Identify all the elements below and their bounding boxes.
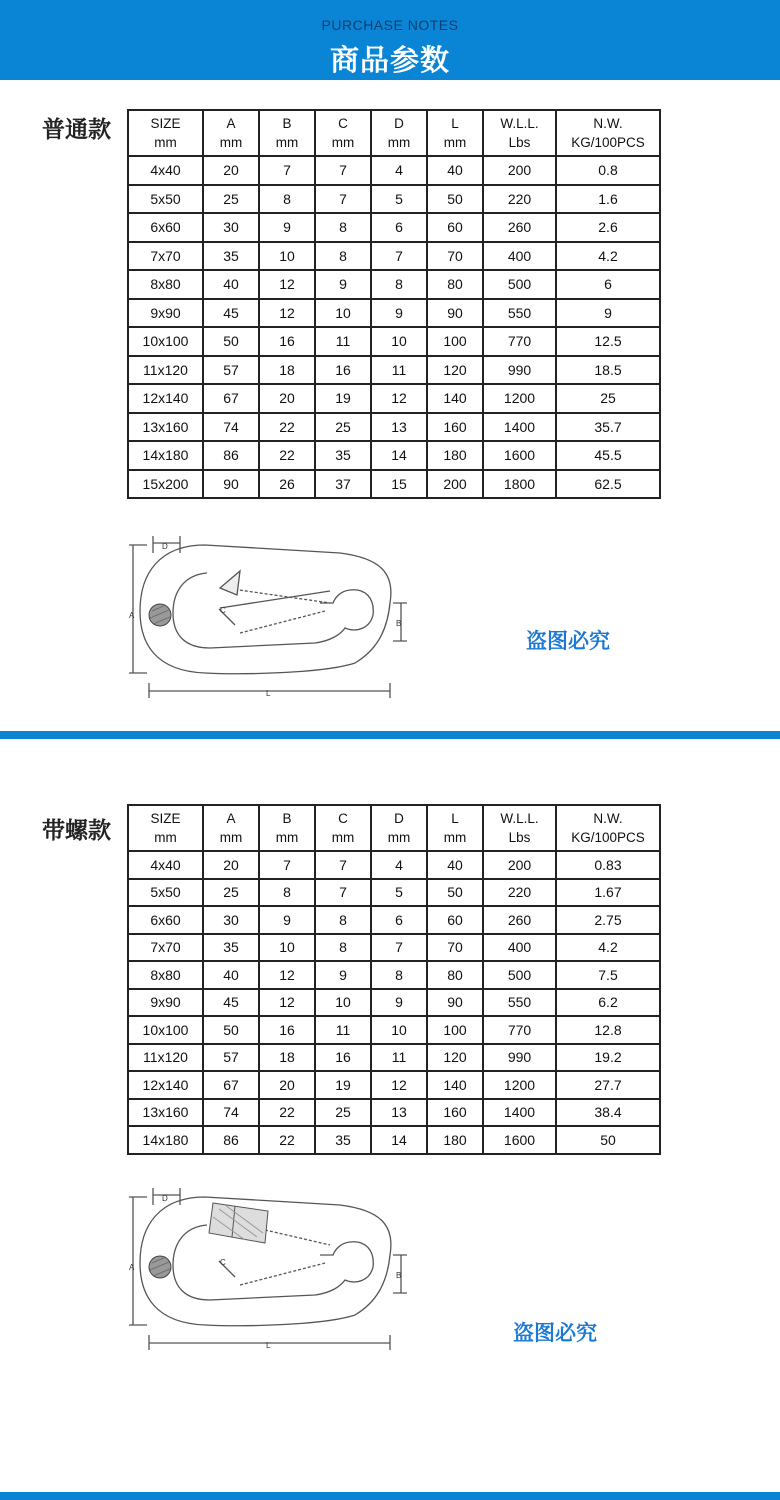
- table-cell: 6: [371, 906, 427, 934]
- table-cell: 30: [203, 906, 259, 934]
- table-cell: 9: [259, 906, 315, 934]
- table-cell: 200: [483, 851, 556, 879]
- table-cell: 20: [259, 384, 315, 413]
- table-cell: 20: [203, 156, 259, 185]
- table-row: [128, 156, 660, 185]
- table-cell: 10: [315, 989, 371, 1017]
- gate-hinge: [220, 571, 240, 595]
- table-cell: 22: [259, 1126, 315, 1154]
- table-cell: 770: [483, 327, 556, 356]
- column-header-name: A: [226, 116, 236, 131]
- column-header-name: W.L.L.: [500, 811, 539, 826]
- table-cell: 11x120: [128, 1044, 203, 1072]
- column-header: [259, 110, 315, 156]
- table-cell: 22: [259, 441, 315, 470]
- table-cell: 8x80: [128, 270, 203, 299]
- table-cell: 19: [315, 384, 371, 413]
- table-cell: 35: [315, 441, 371, 470]
- table-cell: 20: [259, 1071, 315, 1099]
- column-header: [371, 110, 427, 156]
- table-cell: 45: [203, 989, 259, 1017]
- table-header-row: [128, 110, 660, 156]
- table-cell: 15x200: [128, 470, 203, 499]
- table-cell: 18: [259, 1044, 315, 1072]
- table-cell: 4.2: [556, 934, 660, 962]
- table-cell: 10x100: [128, 327, 203, 356]
- table-cell: 16: [259, 1016, 315, 1044]
- header-title-cn: 商品参数: [329, 45, 450, 77]
- table-cell: 6: [371, 213, 427, 242]
- diagram-label-d: D: [162, 542, 168, 551]
- table-row: [128, 1016, 660, 1044]
- table-cell: 70: [427, 934, 483, 962]
- column-header-name: N.W.: [593, 811, 623, 826]
- table-cell: 0.83: [556, 851, 660, 879]
- table-cell: 25: [315, 1099, 371, 1127]
- column-header-unit: mm: [219, 830, 243, 845]
- column-header-name: D: [394, 116, 404, 131]
- table-cell: 2.6: [556, 213, 660, 242]
- carabiner-diagram-standard: [125, 533, 415, 708]
- table-cell: 990: [483, 1044, 556, 1072]
- table-cell: 25: [203, 879, 259, 907]
- section-divider-1: [0, 731, 780, 739]
- table-row: [128, 185, 660, 214]
- table-cell: 9: [315, 270, 371, 299]
- table-cell: 7: [315, 879, 371, 907]
- table-row: [128, 1071, 660, 1099]
- table-cell: 86: [203, 1126, 259, 1154]
- table-cell: 500: [483, 961, 556, 989]
- table-cell: 13: [371, 413, 427, 442]
- table-cell: 13x160: [128, 1099, 203, 1127]
- table-cell: 990: [483, 356, 556, 385]
- table-cell: 7: [315, 185, 371, 214]
- table-cell: 50: [427, 879, 483, 907]
- dim-a: [129, 545, 147, 673]
- table-cell: 40: [427, 156, 483, 185]
- watermark-standard: 盗图必究: [526, 630, 610, 653]
- table-cell: 7: [315, 851, 371, 879]
- table-cell: 11: [371, 1044, 427, 1072]
- table-row: [128, 851, 660, 879]
- column-header-unit: KG/100PCS: [571, 830, 645, 845]
- diagram-label-b: B: [396, 619, 402, 628]
- table-row: [128, 356, 660, 385]
- table-row: [128, 906, 660, 934]
- table-cell: 9: [371, 299, 427, 328]
- table-cell: 45: [203, 299, 259, 328]
- table-cell: 10x100: [128, 1016, 203, 1044]
- table-cell: 180: [427, 441, 483, 470]
- table-cell: 15: [371, 470, 427, 499]
- table-cell: 70: [427, 242, 483, 271]
- table-cell: 14x180: [128, 441, 203, 470]
- column-header-unit: mm: [154, 830, 177, 845]
- table-cell: 10: [259, 934, 315, 962]
- table-cell: 160: [427, 413, 483, 442]
- column-header-name: B: [282, 116, 292, 131]
- table-cell: 1.6: [556, 185, 660, 214]
- table-cell: 45.5: [556, 441, 660, 470]
- column-header: [315, 805, 371, 851]
- table-cell: 11x120: [128, 356, 203, 385]
- spec-table-standard: [127, 109, 661, 499]
- table-cell: 140: [427, 384, 483, 413]
- table-cell: 50: [203, 1016, 259, 1044]
- table-cell: 4x40: [128, 156, 203, 185]
- table-cell: 37: [315, 470, 371, 499]
- header-title-en: PURCHASE NOTES: [321, 17, 459, 33]
- table-row: [128, 1126, 660, 1154]
- table-cell: 90: [427, 989, 483, 1017]
- header-banner: [0, 0, 780, 80]
- table-cell: 12: [259, 299, 315, 328]
- table-cell: 4x40: [128, 851, 203, 879]
- section-label-standard: 普通款: [42, 116, 111, 142]
- table-cell: 7: [315, 156, 371, 185]
- table-cell: 5x50: [128, 879, 203, 907]
- column-header-name: N.W.: [593, 116, 623, 131]
- table-cell: 80: [427, 961, 483, 989]
- table-cell: 16: [315, 356, 371, 385]
- column-header-name: A: [226, 811, 236, 826]
- table-cell: 80: [427, 270, 483, 299]
- table-cell: 12: [259, 961, 315, 989]
- table-cell: 14: [371, 1126, 427, 1154]
- table-cell: 11: [315, 1016, 371, 1044]
- table-cell: 12: [371, 384, 427, 413]
- table-cell: 120: [427, 356, 483, 385]
- table-cell: 4.2: [556, 242, 660, 271]
- column-header-unit: mm: [331, 830, 355, 845]
- diagram-label-a: A: [129, 611, 135, 620]
- table-cell: 10: [371, 1016, 427, 1044]
- table-header-row: [128, 805, 660, 851]
- table-cell: 8x80: [128, 961, 203, 989]
- column-header-name: B: [282, 811, 292, 826]
- table-cell: 12x140: [128, 1071, 203, 1099]
- table-cell: 100: [427, 1016, 483, 1044]
- table-cell: 11: [371, 356, 427, 385]
- table-row: [128, 327, 660, 356]
- table-cell: 8: [315, 242, 371, 271]
- table-cell: 200: [427, 470, 483, 499]
- column-header: [315, 110, 371, 156]
- column-header: [128, 805, 203, 851]
- table-cell: 9: [556, 299, 660, 328]
- table-row: [128, 299, 660, 328]
- table-row: [128, 213, 660, 242]
- table-cell: 5: [371, 185, 427, 214]
- table-cell: 25: [315, 413, 371, 442]
- table-cell: 90: [427, 299, 483, 328]
- table-cell: 14: [371, 441, 427, 470]
- table-cell: 1400: [483, 1099, 556, 1127]
- table-cell: 35: [203, 242, 259, 271]
- column-header: [371, 805, 427, 851]
- table-cell: 11: [315, 327, 371, 356]
- table-cell: 260: [483, 213, 556, 242]
- column-header: [203, 805, 259, 851]
- diagram-label-l: L: [266, 1341, 271, 1350]
- table-cell: 100: [427, 327, 483, 356]
- table-cell: 12.8: [556, 1016, 660, 1044]
- carabiner-outline: [140, 545, 391, 674]
- column-header-name: L: [451, 811, 459, 826]
- table-cell: 4: [371, 851, 427, 879]
- table-cell: 60: [427, 213, 483, 242]
- carabiner-diagram-screw: [125, 1185, 415, 1360]
- table-cell: 60: [427, 906, 483, 934]
- table-cell: 6: [556, 270, 660, 299]
- table-cell: 9: [371, 989, 427, 1017]
- table-cell: 7: [259, 851, 315, 879]
- table-cell: 25: [556, 384, 660, 413]
- table-row: [128, 384, 660, 413]
- table-cell: 20: [203, 851, 259, 879]
- table-cell: 260: [483, 906, 556, 934]
- column-header-name: L: [451, 116, 459, 131]
- column-header-unit: KG/100PCS: [571, 135, 645, 150]
- table-cell: 5: [371, 879, 427, 907]
- table-cell: 22: [259, 413, 315, 442]
- table-cell: 1400: [483, 413, 556, 442]
- table-cell: 1200: [483, 1071, 556, 1099]
- carabiner-inner: [173, 573, 373, 648]
- table-cell: 35: [203, 934, 259, 962]
- table-cell: 500: [483, 270, 556, 299]
- dim-a: [129, 1197, 147, 1325]
- table-cell: 8: [371, 961, 427, 989]
- table-cell: 57: [203, 1044, 259, 1072]
- gate-line-3: [240, 1263, 325, 1285]
- gate-line-3: [240, 611, 325, 633]
- section-divider-2: [0, 1492, 780, 1500]
- table-cell: 12: [259, 989, 315, 1017]
- diagram-label-d: D: [162, 1194, 168, 1203]
- table-cell: 35: [315, 1126, 371, 1154]
- table-cell: 18.5: [556, 356, 660, 385]
- table-cell: 8: [315, 906, 371, 934]
- table-row: [128, 470, 660, 499]
- table-cell: 7: [371, 242, 427, 271]
- table-cell: 7.5: [556, 961, 660, 989]
- table-cell: 2.75: [556, 906, 660, 934]
- table-cell: 86: [203, 441, 259, 470]
- table-cell: 40: [203, 270, 259, 299]
- column-header-name: W.L.L.: [500, 116, 539, 131]
- table-cell: 19: [315, 1071, 371, 1099]
- table-cell: 40: [203, 961, 259, 989]
- table-cell: 74: [203, 1099, 259, 1127]
- table-row: [128, 441, 660, 470]
- table-cell: 9x90: [128, 989, 203, 1017]
- diagram-label-c: C: [220, 606, 226, 615]
- column-header: [203, 110, 259, 156]
- gate-line: [225, 588, 330, 603]
- table-cell: 8: [315, 934, 371, 962]
- table-cell: 7: [259, 156, 315, 185]
- table-cell: 13: [371, 1099, 427, 1127]
- table-row: [128, 270, 660, 299]
- column-header: [259, 805, 315, 851]
- table-cell: 50: [556, 1126, 660, 1154]
- table-row: [128, 1044, 660, 1072]
- table-cell: 6.2: [556, 989, 660, 1017]
- table-cell: 12x140: [128, 384, 203, 413]
- column-header-unit: mm: [443, 830, 467, 845]
- column-header-name: SIZE: [150, 811, 181, 826]
- column-header: [128, 110, 203, 156]
- gate-line: [265, 1230, 330, 1245]
- diagram-label-c: C: [220, 1258, 226, 1267]
- table-cell: 9: [259, 213, 315, 242]
- table-cell: 10: [259, 242, 315, 271]
- table-cell: 400: [483, 242, 556, 271]
- table-cell: 1600: [483, 1126, 556, 1154]
- diagram-label-l: L: [266, 689, 271, 698]
- table-row: [128, 242, 660, 271]
- table-row: [128, 934, 660, 962]
- column-header-unit: Lbs: [508, 830, 531, 845]
- table-cell: 1200: [483, 384, 556, 413]
- table-cell: 16: [315, 1044, 371, 1072]
- table-cell: 9x90: [128, 299, 203, 328]
- screw-sleeve: [209, 1203, 268, 1243]
- table-row: [128, 413, 660, 442]
- table-cell: 8: [259, 879, 315, 907]
- table-cell: 10: [315, 299, 371, 328]
- column-header-unit: mm: [387, 135, 411, 150]
- table-cell: 1800: [483, 470, 556, 499]
- column-header: [483, 110, 556, 156]
- table-cell: 160: [427, 1099, 483, 1127]
- table-cell: 18: [259, 356, 315, 385]
- column-header: [556, 805, 660, 851]
- table-cell: 12: [259, 270, 315, 299]
- column-header: [427, 805, 483, 851]
- table-cell: 22: [259, 1099, 315, 1127]
- table-cell: 50: [203, 327, 259, 356]
- diagram-label-b: B: [396, 1271, 402, 1280]
- column-header-unit: mm: [331, 135, 355, 150]
- table-cell: 6x60: [128, 906, 203, 934]
- table-cell: 220: [483, 879, 556, 907]
- table-cell: 7: [371, 934, 427, 962]
- spec-table-screw: [127, 804, 661, 1155]
- table-cell: 7x70: [128, 934, 203, 962]
- table-cell: 12.5: [556, 327, 660, 356]
- table-cell: 200: [483, 156, 556, 185]
- table-cell: 6x60: [128, 213, 203, 242]
- column-header: [427, 110, 483, 156]
- table-cell: 8: [315, 213, 371, 242]
- column-header-unit: mm: [154, 135, 177, 150]
- column-header-name: SIZE: [150, 116, 181, 131]
- table-cell: 550: [483, 299, 556, 328]
- table-cell: 27.7: [556, 1071, 660, 1099]
- table-cell: 120: [427, 1044, 483, 1072]
- diagram-label-a: A: [129, 1263, 135, 1272]
- table-cell: 13x160: [128, 413, 203, 442]
- section-label-screw: 带螺款: [42, 817, 111, 843]
- table-cell: 38.4: [556, 1099, 660, 1127]
- table-cell: 74: [203, 413, 259, 442]
- column-header-name: C: [338, 116, 348, 131]
- table-cell: 62.5: [556, 470, 660, 499]
- table-row: [128, 1099, 660, 1127]
- table-cell: 220: [483, 185, 556, 214]
- column-header-unit: mm: [443, 135, 467, 150]
- table-cell: 550: [483, 989, 556, 1017]
- watermark-screw: 盗图必究: [513, 1322, 597, 1345]
- table-row: [128, 961, 660, 989]
- table-cell: 1.67: [556, 879, 660, 907]
- table-cell: 180: [427, 1126, 483, 1154]
- table-cell: 8: [371, 270, 427, 299]
- column-header: [556, 110, 660, 156]
- table-row: [128, 879, 660, 907]
- table-cell: 50: [427, 185, 483, 214]
- column-header: [483, 805, 556, 851]
- table-cell: 12: [371, 1071, 427, 1099]
- table-cell: 16: [259, 327, 315, 356]
- column-header-unit: mm: [219, 135, 243, 150]
- table-cell: 14x180: [128, 1126, 203, 1154]
- table-cell: 140: [427, 1071, 483, 1099]
- table-cell: 9: [315, 961, 371, 989]
- table-cell: 770: [483, 1016, 556, 1044]
- table-cell: 5x50: [128, 185, 203, 214]
- table-cell: 90: [203, 470, 259, 499]
- table-cell: 0.8: [556, 156, 660, 185]
- column-header-unit: mm: [275, 830, 299, 845]
- carabiner-inner: [173, 1225, 373, 1300]
- table-cell: 4: [371, 156, 427, 185]
- table-cell: 25: [203, 185, 259, 214]
- table-cell: 67: [203, 1071, 259, 1099]
- column-header-name: D: [394, 811, 404, 826]
- table-cell: 57: [203, 356, 259, 385]
- table-cell: 40: [427, 851, 483, 879]
- table-cell: 19.2: [556, 1044, 660, 1072]
- table-cell: 400: [483, 934, 556, 962]
- column-header-unit: mm: [387, 830, 411, 845]
- table-cell: 1600: [483, 441, 556, 470]
- table-row: [128, 989, 660, 1017]
- column-header-name: C: [338, 811, 348, 826]
- table-cell: 8: [259, 185, 315, 214]
- column-header-unit: mm: [275, 135, 299, 150]
- table-cell: 10: [371, 327, 427, 356]
- table-cell: 35.7: [556, 413, 660, 442]
- table-cell: 30: [203, 213, 259, 242]
- table-cell: 26: [259, 470, 315, 499]
- table-cell: 67: [203, 384, 259, 413]
- column-header-unit: Lbs: [508, 135, 531, 150]
- table-cell: 7x70: [128, 242, 203, 271]
